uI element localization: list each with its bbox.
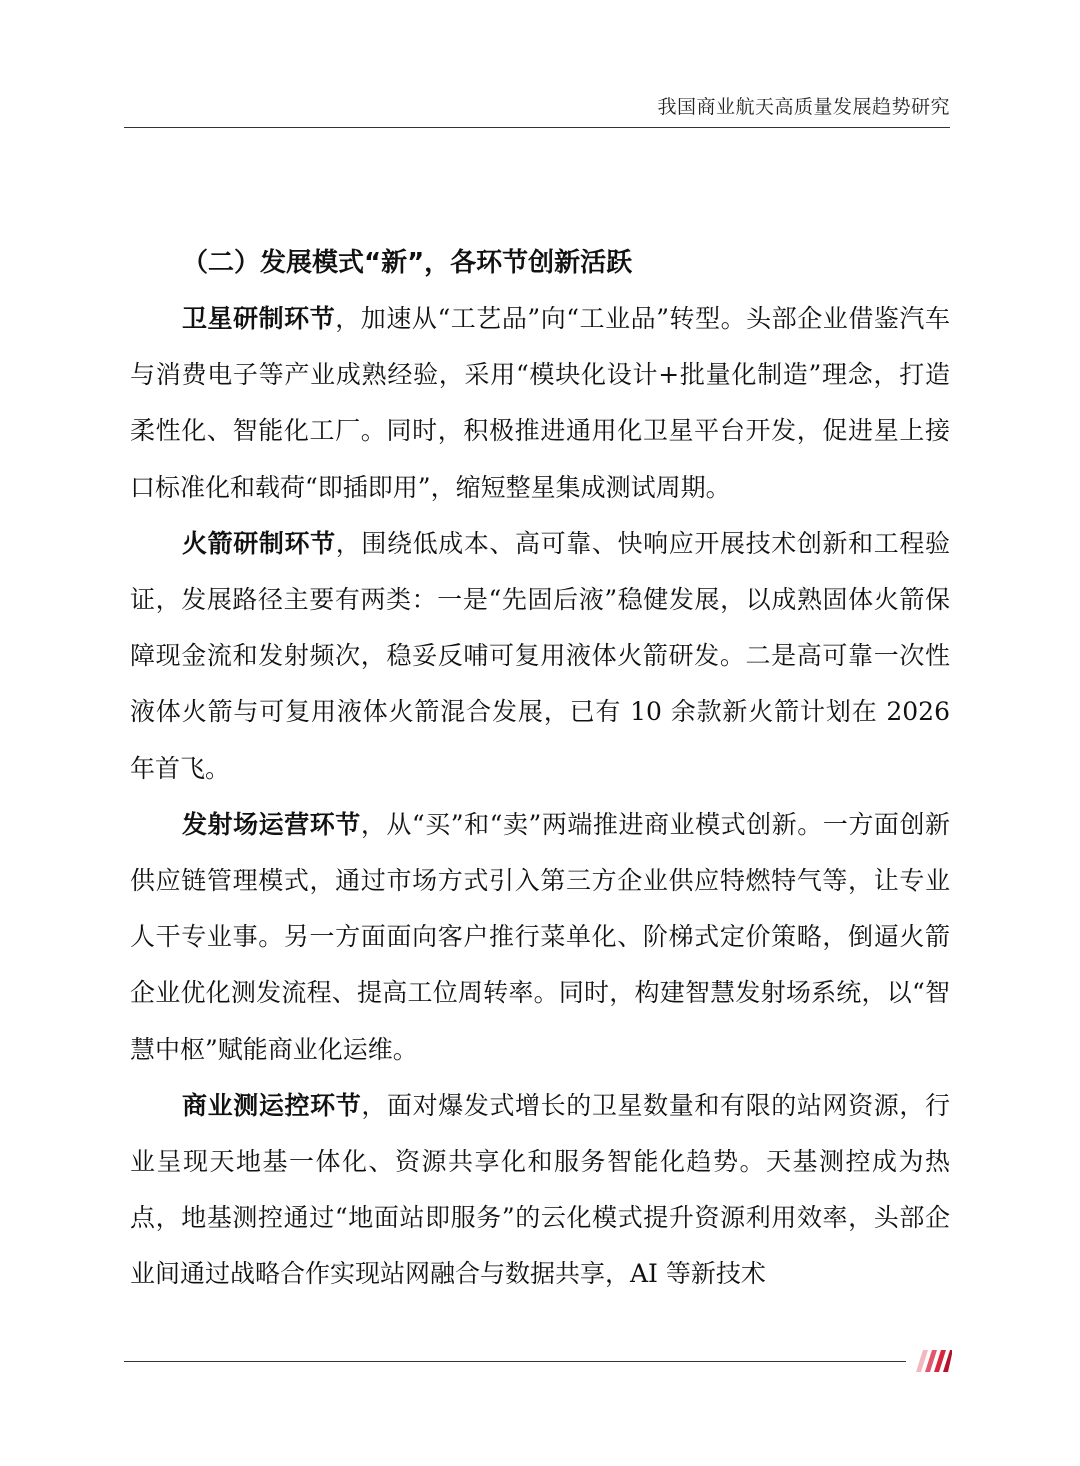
paragraph-lead: 发射场运营环节 (182, 809, 361, 839)
paragraph-lead: 商业测运控环节 (182, 1090, 362, 1120)
section-heading: （二）发展模式“新”，各环节创新活跃 (182, 248, 633, 278)
paragraph-text: ，围绕低成本、高可靠、快响应开展技术创新和工程验证，发展路径主要有两类：一是“先固后液”稳健发展，以成熟固体火箭保障现金流和发射频次，稳妥反哺可复用液体火箭研发。二是高可靠一次性液体火箭与可复用液体火箭混合发展，已有 10 余款新火箭计划在 2026 年首飞。 (130, 528, 950, 783)
paragraph-text: ，从“买”和“卖”两端推进商业模式创新。一方面创新供应链管理模式，通过市场方式引入第三方企业供应特燃特气等，让专业人干专业事。另一方面面向客户推行菜单化、阶梯式定价策略，倒逼火箭企业优化测发流程、提高工位周转率。同时，构建智慧发射场系统，以“智慧中枢”赋能商业化运维。 (130, 809, 950, 1064)
slanted-stripes-logo-icon (910, 1350, 952, 1372)
paragraph-lead: 火箭研制环节 (182, 528, 336, 558)
footer-divider (124, 1361, 906, 1362)
paragraph-rocket (130, 516, 950, 797)
header-divider (124, 127, 950, 128)
paragraph-text: ，加速从“工艺品”向“工业品”转型。头部企业借鉴汽车与消费电子等产业成熟经验，采用“模块化设计+批量化制造”理念，打造柔性化、智能化工厂。同时，积极推进通用化卫星平台开发，促进星上接口标准化和载荷“即插即用”，缩短整星集成测试周期。 (130, 304, 950, 502)
paragraph-lead: 卫星研制环节 (182, 304, 336, 333)
page-body (130, 235, 950, 1303)
paragraph-launch-site (130, 797, 950, 1078)
running-header-title: 我国商业航天高质量发展趋势研究 (657, 96, 950, 118)
paragraph-ttc (130, 1078, 950, 1303)
paragraph-text: ，面对爆发式增长的卫星数量和有限的站网资源，行业呈现天地基一体化、资源共享化和服务智能化趋势。天基测控成为热点，地基测控通过“地面站即服务”的云化模式提升资源利用效率，头部企业间通过战略合作实现站网融合与数据共享，AI 等新技术 (130, 1090, 950, 1289)
paragraph-satellite (130, 291, 950, 516)
